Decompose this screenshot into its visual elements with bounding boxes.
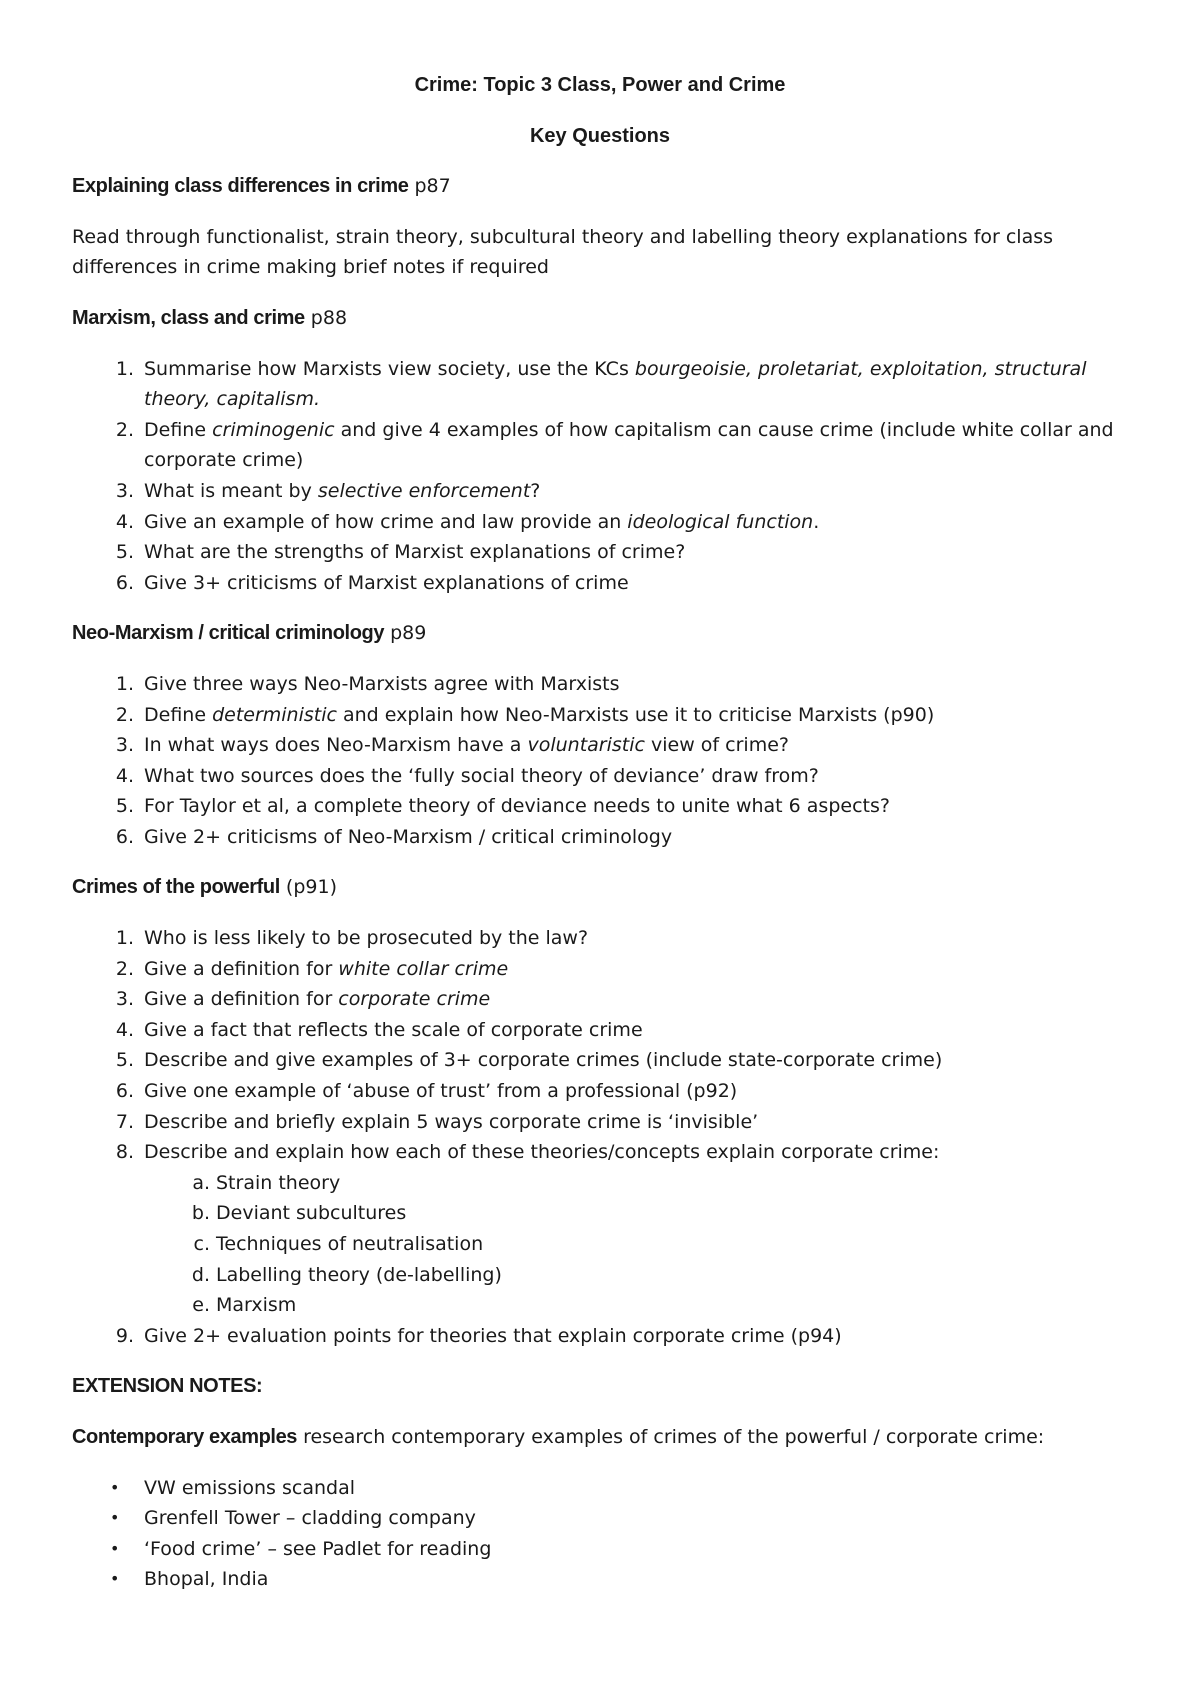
list-item	[72, 984, 1128, 1015]
document-title: Crime: Topic 3 Class, Power and Crime	[414, 74, 786, 96]
heading-text: Explaining class differences in crime	[72, 175, 409, 198]
item-number: 6.	[115, 1080, 134, 1103]
page-ref: p88	[304, 306, 348, 329]
item-text: Grenfell Tower – cladding company	[144, 1507, 476, 1530]
list-item	[72, 791, 1128, 822]
item-number: 2.	[115, 703, 134, 726]
item-number: 1.	[115, 357, 134, 380]
sub-list-item	[144, 1168, 1128, 1199]
item-number: 4.	[115, 1018, 134, 1041]
list-item	[72, 568, 1128, 599]
item-text: VW emissions scandal	[144, 1476, 355, 1499]
item-text: Describe and explain how each of these theories/concepts explain corporate crime:	[144, 1141, 940, 1164]
list-item	[72, 700, 1128, 731]
item-letter: b.	[191, 1202, 210, 1225]
contemporary-examples-list	[72, 1473, 1128, 1595]
item-number: 3.	[115, 734, 134, 757]
item-italic: criminogenic	[212, 418, 335, 441]
heading-text: Neo-Marxism / critical criminology	[72, 622, 385, 645]
heading-text: Marxism, class and crime	[72, 306, 305, 329]
item-text: Techniques of neutralisation	[216, 1233, 484, 1255]
list-item	[72, 730, 1128, 761]
item-letter: c.	[193, 1233, 210, 1255]
item-number: 6.	[115, 571, 134, 594]
item-text: Define	[144, 418, 213, 441]
item-text: Describe and give examples of 3+ corporate crimes (include state-corporate crime)	[144, 1049, 943, 1072]
section-explaining-body: Read through functionalist, strain theory, subcultural theory and labelling theory explanations for class differences in crime making brief notes if required	[72, 225, 1054, 279]
item-number: 9.	[115, 1324, 134, 1347]
neo-marxism-questions	[72, 669, 1128, 853]
list-item	[72, 1321, 1128, 1352]
item-number: 5.	[115, 541, 134, 564]
item-number: 5.	[115, 795, 134, 818]
item-text: Describe and briefly explain 5 ways corporate crime is ‘invisible’	[144, 1110, 759, 1133]
item-text: Give a definition for	[144, 988, 339, 1011]
item-text: and give 4 examples of how capitalism can cause crime (include white collar and corporate crime)	[144, 418, 1114, 472]
item-text: What are the strengths of Marxist explanations of crime?	[144, 541, 686, 564]
item-text: Strain theory	[216, 1171, 341, 1194]
item-text: For Taylor et al, a complete theory of deviance needs to unite what 6 aspects?	[144, 795, 890, 818]
list-item	[72, 1076, 1128, 1107]
page-ref: p89	[384, 622, 427, 645]
item-text: view of crime?	[644, 734, 789, 757]
bullet-icon: •	[110, 1508, 120, 1528]
sub-list-item	[144, 1260, 1128, 1291]
sub-list-item	[144, 1290, 1128, 1321]
item-italic: voluntaristic	[527, 734, 645, 757]
item-text: Define	[144, 703, 213, 726]
heading-text: Crimes of the powerful	[72, 876, 280, 899]
item-number: 2.	[115, 957, 134, 980]
section-neo-marxism-heading	[72, 618, 1128, 649]
contemporary-examples-paragraph	[72, 1422, 1128, 1453]
bullet-item	[72, 1564, 1128, 1595]
bullet-icon: •	[110, 1569, 120, 1589]
list-item	[72, 507, 1128, 538]
list-item	[72, 476, 1128, 507]
section-powerful-heading	[72, 872, 1128, 903]
page-ref: (p91)	[279, 876, 337, 899]
item-text: Give 2+ criticisms of Neo-Marxism / critical criminology	[144, 825, 673, 848]
bullet-item	[72, 1534, 1128, 1565]
item-italic: deterministic	[212, 703, 337, 726]
item-number: 1.	[115, 672, 134, 695]
item-text: ‘Food crime’ – see Padlet for reading	[144, 1537, 492, 1560]
item-text: Give 2+ evaluation points for theories that explain corporate crime (p94)	[144, 1324, 842, 1347]
item-text: In what ways does Neo-Marxism have a	[144, 734, 528, 757]
body-text: research contemporary examples of crimes of the powerful / corporate crime:	[297, 1425, 1045, 1448]
list-item	[72, 537, 1128, 568]
item-italic: selective enforcement	[317, 479, 531, 502]
marxism-questions	[72, 354, 1128, 599]
sub-list	[144, 1168, 1128, 1321]
item-text: Give three ways Neo-Marxists agree with Marxists	[144, 672, 620, 695]
item-number: 6.	[115, 825, 134, 848]
sub-list-item	[144, 1198, 1128, 1229]
item-text: Give a definition for	[144, 957, 339, 980]
item-number: 4.	[115, 510, 134, 533]
item-text: .	[813, 510, 820, 533]
item-number: 1.	[115, 927, 134, 950]
item-text: and explain how Neo-Marxists use it to criticise Marxists (p90)	[336, 703, 935, 726]
item-italic: ideological function	[627, 510, 814, 533]
item-text: Who is less likely to be prosecuted by the law?	[144, 927, 589, 950]
bullet-icon: •	[110, 1477, 120, 1497]
item-italic: white collar crime	[338, 957, 509, 980]
section-explaining-heading	[72, 171, 1128, 202]
item-number: 2.	[115, 418, 134, 441]
list-item	[72, 954, 1128, 985]
list-item	[72, 923, 1128, 954]
bullet-icon: •	[110, 1538, 120, 1558]
heading-text: EXTENSION NOTES:	[72, 1375, 263, 1398]
item-text: Summarise how Marxists view society, use the KCs	[144, 357, 635, 380]
item-text: ?	[530, 479, 541, 502]
list-item	[72, 1015, 1128, 1046]
item-text: Labelling theory (de-labelling)	[216, 1263, 502, 1286]
list-item	[72, 822, 1128, 853]
item-text: Give a fact that reflects the scale of corporate crime	[144, 1018, 643, 1041]
item-text: Marxism	[216, 1294, 297, 1317]
item-text: Deviant subcultures	[216, 1202, 407, 1225]
section-marxism-heading	[72, 303, 1128, 334]
list-item	[72, 415, 1128, 476]
item-text: Give an example of how crime and law provide an	[144, 510, 628, 533]
page-ref: p87	[408, 175, 451, 198]
powerful-questions	[72, 923, 1128, 1351]
list-item	[72, 669, 1128, 700]
sub-list-item	[144, 1229, 1128, 1260]
item-italic: bourgeoisie, proletariat, exploitation, structural theory, capitalism.	[144, 357, 1087, 411]
item-number: 7.	[115, 1110, 134, 1133]
heading-text: Contemporary examples	[72, 1425, 298, 1448]
item-text: What two sources does the ‘fully social theory of deviance’ draw from?	[144, 764, 819, 787]
list-item	[72, 354, 1128, 415]
bullet-item	[72, 1473, 1128, 1504]
extension-notes-heading	[72, 1371, 1128, 1402]
list-item	[72, 1107, 1128, 1138]
item-number: 5.	[115, 1049, 134, 1072]
item-letter: e.	[192, 1294, 210, 1317]
bullet-item	[72, 1503, 1128, 1534]
item-text: Give one example of ‘abuse of trust’ from a professional (p92)	[144, 1080, 738, 1103]
item-text: What is meant by	[144, 479, 318, 502]
item-number: 4.	[115, 764, 134, 787]
item-letter: a.	[192, 1171, 210, 1194]
item-italic: corporate crime	[338, 988, 491, 1011]
item-number: 3.	[115, 479, 134, 502]
item-text: Give 3+ criticisms of Marxist explanations of crime	[144, 571, 629, 594]
item-text: Bhopal, India	[144, 1568, 269, 1591]
list-item	[72, 761, 1128, 792]
item-letter: d.	[191, 1263, 210, 1286]
list-item	[72, 1137, 1128, 1321]
item-number: 3.	[115, 988, 134, 1011]
list-item	[72, 1045, 1128, 1076]
item-number: 8.	[115, 1141, 134, 1164]
document-subtitle: Key Questions	[529, 124, 671, 147]
